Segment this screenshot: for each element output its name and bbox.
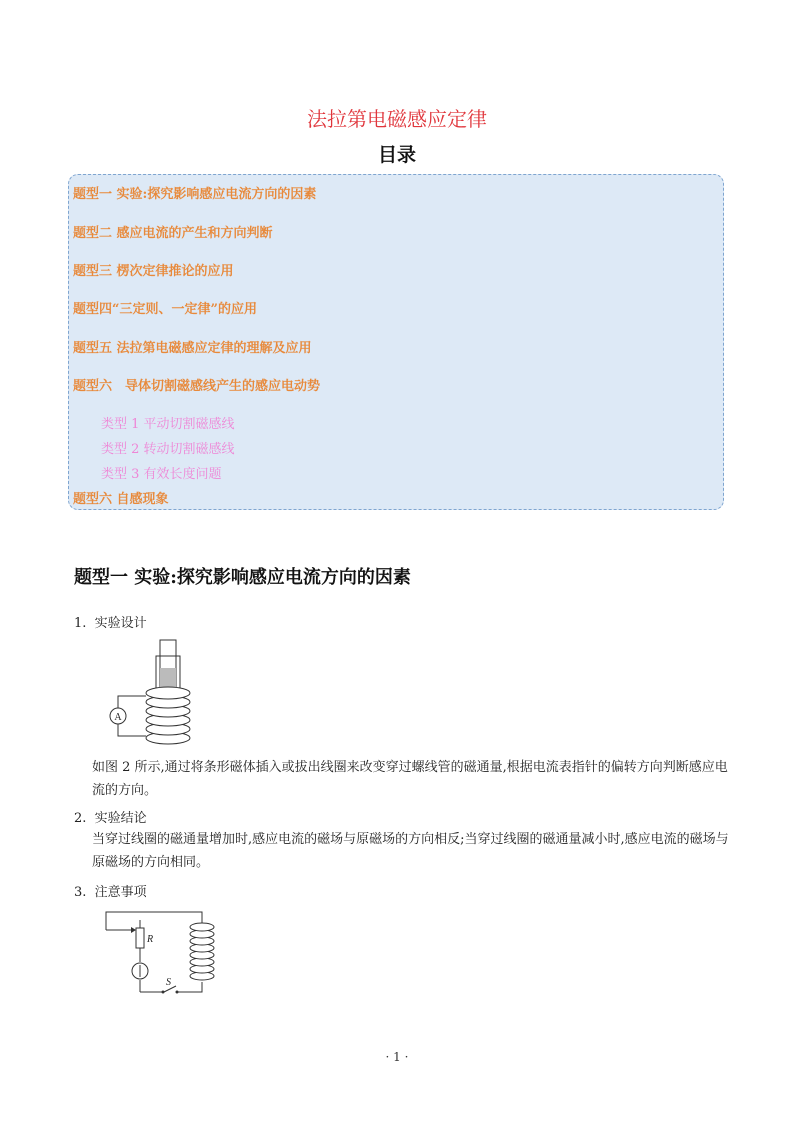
toc-subitem-1[interactable]: 类型 1 平动切割磁感线 [101, 417, 235, 432]
point-1-number: 1. [74, 616, 87, 631]
lead-wire-bottom [118, 724, 146, 736]
table-of-contents [68, 174, 724, 510]
circuit-wire-right [178, 982, 202, 992]
toc-item-2[interactable]: 题型二 感应电流的产生和方向判断 [73, 226, 273, 241]
page-number: · 1 · [385, 1050, 409, 1064]
lead-wire-top [118, 696, 146, 708]
coil [146, 687, 190, 744]
ammeter-label: A [114, 712, 122, 723]
document-title: 法拉第电磁感应定律 [307, 107, 487, 131]
toc-item-1[interactable]: 题型一 实验:探究影响感应电流方向的因素 [73, 187, 317, 202]
point-2-number: 2. [74, 811, 87, 826]
point-3 [74, 881, 147, 900]
point-1-title: 实验设计 [94, 616, 147, 631]
section-heading: 题型一 实验:探究影响感应电流方向的因素 [74, 567, 411, 588]
switch-contact-right [176, 991, 179, 994]
toc-subitem-3[interactable]: 类型 3 有效长度问题 [101, 467, 222, 482]
switch-contact-left [162, 991, 165, 994]
point-2-title: 实验结论 [94, 811, 147, 826]
toc-subitem-2[interactable]: 类型 2 转动切割磁感线 [101, 442, 235, 457]
toc-heading: 目录 [377, 144, 416, 166]
design-paragraph: 如图 2 所示,通过将条形磁体插入或拔出线圈来改变穿过螺线管的磁通量,根据电流表指针的偏转方向判断感应电流的方向。 [92, 760, 728, 798]
bar-magnet-pole [160, 668, 176, 688]
resistor-label: R [147, 934, 154, 945]
toc-item-5[interactable]: 题型五 法拉第电磁感应定律的理解及应用 [73, 341, 312, 356]
circuit-wire-top [106, 912, 202, 930]
circuit-coil [190, 923, 214, 980]
rheostat-slider-arrow [131, 927, 136, 933]
toc-item-3[interactable]: 题型三 楞次定律推论的应用 [73, 264, 234, 279]
point-2 [74, 807, 147, 826]
rheostat [136, 928, 144, 948]
toc-item-7[interactable]: 题型六 自感现象 [73, 492, 169, 507]
circuit-figure [100, 906, 224, 998]
solenoid-magnet-figure [106, 638, 210, 750]
toc-item-6[interactable]: 题型六 导体切割磁感线产生的感应电动势 [73, 379, 321, 394]
point-1 [74, 612, 147, 631]
point-3-number: 3. [74, 885, 87, 900]
toc-item-4[interactable]: 题型四“三定则、一定律”的应用 [73, 302, 257, 317]
conclusion-paragraph: 当穿过线圈的磁通量增加时,感应电流的磁场与原磁场的方向相反;当穿过线圈的磁通量减小时,感应电流的磁场与原磁场的方向相同。 [92, 832, 729, 870]
point-3-title: 注意事项 [94, 885, 147, 900]
switch-label: S [166, 977, 171, 988]
